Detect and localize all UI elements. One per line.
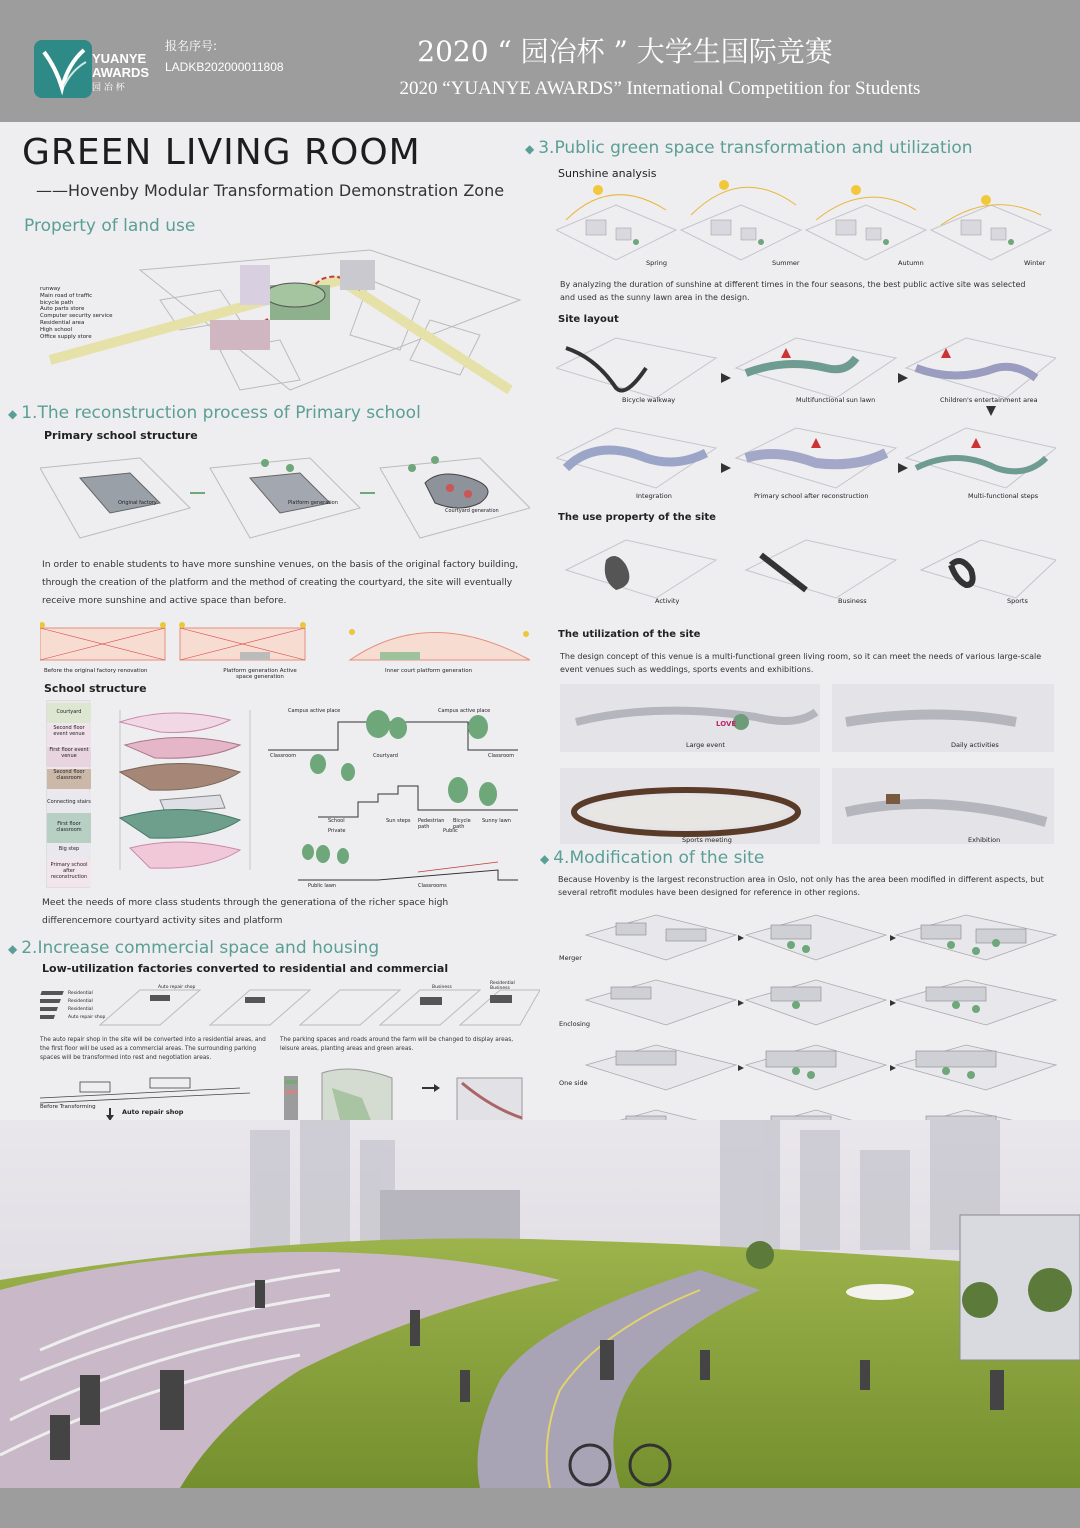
school-structure-diagram [40,448,530,548]
poster-subtitle: ——Hovenby Modular Transformation Demonstration Zone [36,181,505,200]
auto-repair-label: Auto repair shop [122,1108,184,1116]
sun-label: Platform generation Active space generation [223,668,297,680]
section2-sub: Low-utilization factories converted to residential and commercial [42,962,449,975]
section-label: School [328,818,345,824]
layer-item: Second floor event venue [47,725,91,745]
use-head: The use property of the site [558,512,716,523]
use-label: Business [838,597,867,605]
exploded-layers [100,700,260,890]
stack-labels: Residential Residential Residential Auto repair shop [68,991,106,1020]
before-label: Before Transforming [40,1104,96,1110]
layer-item: Big step [47,843,91,857]
section-label: Classrooms [418,883,447,889]
sun-section-diagram [40,620,530,680]
logo-cn: 园 冶 杯 [92,83,125,93]
layer-item: Courtyard [47,703,91,723]
use-property-diagrams [556,530,1056,610]
event-label: Daily activities [951,741,999,749]
layer-item: First floor classroom [47,813,91,843]
diagram-label: Platform generation [288,500,338,506]
section-label: Private [328,828,346,834]
layout-label: Integration [636,492,672,500]
section1-paragraph: In order to enable students to have more sunshine venues, on the basis of the original factory building, through the creation of the platform and the method of creating the courtyard, the site will eventually receive more sunshine and active space than before. [42,559,519,606]
layout-label: Multifunctional sun lawn [796,396,876,404]
diagram-label: Courtyard generation [445,508,499,514]
season-label: Summer [772,259,800,267]
footer-bar [0,1488,1080,1528]
layout-label: Bicycle walkway [622,396,676,404]
section-label: Public lawn [308,883,337,889]
diamond-icon: ◆ [8,407,18,421]
factory-conversion-diagram [40,981,540,1035]
competition-title-cn: 2020 “ 园冶杯 ” 大学生国际竞赛 [417,35,833,68]
sunshine-paragraph: By analyzing the duration of sunshine at different times in the four seasons, the best public active site was selected and used as the sunny lawn area in the design. [560,280,1026,302]
section2-para-left: The auto repair shop in the site will be converted into a residential areas, and the first floor will be used as a commercial areas. The surrounding parking spaces will be transformed into rest and negotiation areas. [40,1037,266,1061]
section4-title: ◆ 4.Modification of the site [540,848,765,868]
section-label: Courtyard [373,753,398,759]
section2-title: ◆ 2.Increase commercial space and housing [8,938,380,958]
season-label: Winter [1024,259,1046,267]
section-label: Sunny lawn [482,818,511,824]
section1-sub2: School structure [44,682,147,695]
module-label: Enclosing [559,1020,591,1028]
diagram-label: Original factory [118,500,157,506]
legend-item: Auto parts store [40,306,85,313]
section3-title: ◆ 3.Public green space transformation and utilization [525,138,973,158]
module-label: One side [559,1079,588,1087]
layout-label: Multi-functional steps [968,492,1039,500]
layout-label: Children's entertainment area [940,396,1038,404]
use-label: Sports [1007,597,1028,605]
layer-item: First floor event venue [47,747,91,767]
logo-wordmark [92,52,149,80]
property-title: Property of land use [24,216,196,236]
legend-item: High school [40,326,73,333]
block-label: Business [432,985,452,990]
section1-title: ◆ 1.The reconstruction process of Primary school [8,403,421,423]
util-head: The utilization of the site [558,629,701,640]
layer-item: Primary school after reconstruction [47,859,91,887]
header-bar [0,0,1080,122]
section-label: Public [443,828,458,834]
logo-line1: YUANYE [92,51,147,66]
sun-label: Before the original factory renovation [44,668,148,674]
yuanye-logo [34,40,92,98]
registration-number: LADKB202000011808 [165,60,284,74]
diamond-icon: ◆ [540,852,550,866]
sunshine-diagrams [556,180,1056,270]
site-layout-diagrams [556,328,1056,508]
section-label: Pedestrian path [418,818,445,830]
land-use-legend [40,286,150,340]
event-label: Sports meeting [682,836,732,844]
sunshine-head: Sunshine analysis [558,167,657,180]
block-label: Auto repair shop [158,985,196,990]
section-label: Bicycle path [453,818,471,830]
legend-item: Computer security service [40,313,113,320]
layout-label: Primary school after reconstruction [754,492,869,500]
love-sign: LOVE [716,720,737,728]
logo-line2: AWARDS [92,65,150,80]
section-label: Campus active place [438,708,491,714]
util-paragraph: The design concept of this venue is a multi-functional green living room, so it can meet the needs of various large-scale event venues such as weddings, sports events and exhibitions. [560,652,1042,674]
event-label: Exhibition [968,836,1001,844]
registration-label: 报名序号: [165,39,218,53]
legend-item: Residential area [40,319,85,326]
section4-paragraph: Because Hovenby is the largest reconstruction area in Oslo, not only has the area been modified in different aspects, but several retrofit modules have been designed for reference in other regions. [558,875,1044,897]
module-label: Merger [559,954,582,962]
season-label: Autumn [898,259,924,267]
legend-item: Office supply store [40,333,92,340]
event-label: Large event [686,741,725,749]
block-label: Residential Business [490,981,515,991]
layer-item: Connecting stairs [47,793,91,813]
section2-para-right: The parking spaces and roads around the farm will be changed to display areas, leisure areas, planting areas and green areas. [280,1037,514,1052]
section-label: Classroom [488,753,515,759]
use-label: Activity [655,597,680,605]
sun-label: Inner court platform generation [385,668,473,674]
legend-item: runway [40,286,61,292]
section1-paragraph2: Meet the needs of more class students through the generationa of the richer space high differencemore courtyard activity sites and platform [42,897,449,926]
competition-title-en: 2020 “YUANYE AWARDS” International Competition for Students [399,78,921,99]
poster-title: GREEN LIVING ROOM [22,132,421,173]
perspective-rendering [0,1120,1080,1488]
layer-legend [46,700,90,888]
section1-sub1: Primary school structure [44,429,198,442]
legend-item: bicycle path [40,299,74,306]
diamond-icon: ◆ [8,942,18,956]
section-label: Sun steps [386,818,411,824]
utilization-renders [556,682,1060,850]
section-label: Campus active place [288,708,341,714]
layout-head: Site layout [558,314,619,325]
legend-item: Main road of traffic [40,292,93,299]
section-label: Classroom [270,753,297,759]
layer-item: Second floor classroom [47,769,91,789]
building-sections [268,702,520,892]
season-label: Spring [646,259,667,267]
diamond-icon: ◆ [525,142,535,156]
